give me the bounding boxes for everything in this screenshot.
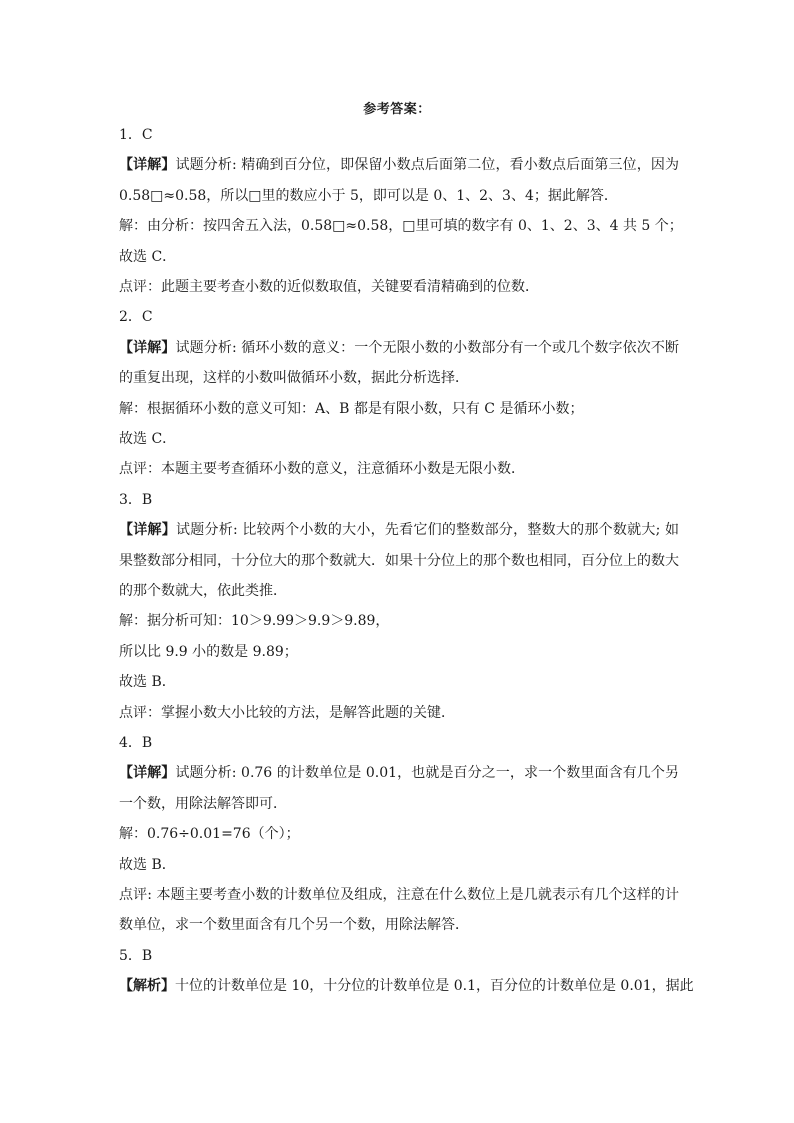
- analysis-paragraph: [119, 150, 679, 211]
- choice-line: 故选 C．: [119, 248, 177, 265]
- comment-line: 点评：掌握小数大小比较的方法，是解答此题的关键．: [119, 704, 455, 721]
- analysis-text: 试题分析: 精确到百分位，即保留小数点后面第二位，看小数点后面第三位，因为0.58□≈0.58，所以□里的数应小于 5，即可以是 0、1、2、3、4；据此解答．: [119, 157, 679, 204]
- comment-line: 点评：本题主要考查循环小数的意义，注意循环小数是无限小数．: [119, 461, 525, 478]
- solution-line: 解：根据循环小数的意义可知：A、B 都是有限小数，只有 C 是循环小数；: [119, 400, 584, 417]
- analysis-paragraph: [119, 515, 679, 606]
- choice-line: 故选 B．: [119, 674, 176, 691]
- choice-line: 故选 C．: [119, 430, 177, 447]
- analysis-text: 试题分析: 循环小数的意义：一个无限小数的小数部分有一个或几个数字依次不断的重复出现，这样的小数叫做循环小数，据此分析选择．: [119, 339, 679, 387]
- answer-number: 1．C: [119, 127, 153, 143]
- detail-tag: 【详解】: [119, 157, 176, 174]
- comment-line: 点评: 本题主要考查小数的计数单位及组成，注意在什么数位上是几就表示有几个这样的计数单位，求一个数里面含有几个另一个数，用除法解答．: [119, 886, 679, 934]
- answer-number: 5．B: [119, 947, 153, 964]
- choice-line: 故选 B．: [119, 856, 176, 873]
- solution-line-2: 所以比 9.9 小的数是 9.89；: [119, 643, 298, 660]
- detail-tag: 【详解】: [119, 765, 176, 782]
- detail-tag: 【详解】: [119, 339, 176, 356]
- analysis-text: 十位的计数单位是 10，十分位的计数单位是 0.1，百分位的计数单位是 0.01，据此: [175, 978, 694, 995]
- solution-line: 解：据分析可知：10＞9.99＞9.9＞9.89，: [119, 613, 390, 630]
- answer-content: [119, 120, 694, 1002]
- detail-tag: 【详解】: [119, 522, 176, 539]
- answer-number: 2．C: [119, 309, 153, 326]
- page-title: 参考答案：: [363, 102, 431, 117]
- comment-line: 点评：此题主要考查小数的近似数取值，关键要看清精确到的位数．: [119, 278, 539, 295]
- solution-line: 解：由分析：按四舍五入法，0.58□≈0.58，□里可填的数字有 0、1、2、3、4 共 5 个；: [119, 218, 683, 235]
- analysis-paragraph: [119, 971, 694, 1001]
- analysis-text: 试题分析: 0.76 的计数单位是 0.01，也就是百分之一，求一个数里面含有几个另一个数，用除法解答即可．: [119, 765, 679, 812]
- detail-tag: 【解析】: [119, 978, 175, 995]
- solution-line: 解：0.76÷0.01=76（个）；: [119, 826, 300, 843]
- analysis-paragraph: [119, 333, 679, 394]
- analysis-paragraph: [119, 758, 679, 819]
- answer-number: 4．B: [119, 734, 153, 751]
- analysis-text: 试题分析: 比较两个小数的大小，先看它们的整数部分，整数大的那个数就大; 如果整数部分相同，十分位大的那个数就大．如果十分位上的那个数也相同，百分位上的数大的那个数就大，依此类推．: [119, 522, 679, 599]
- answer-number: 3．B: [119, 491, 153, 508]
